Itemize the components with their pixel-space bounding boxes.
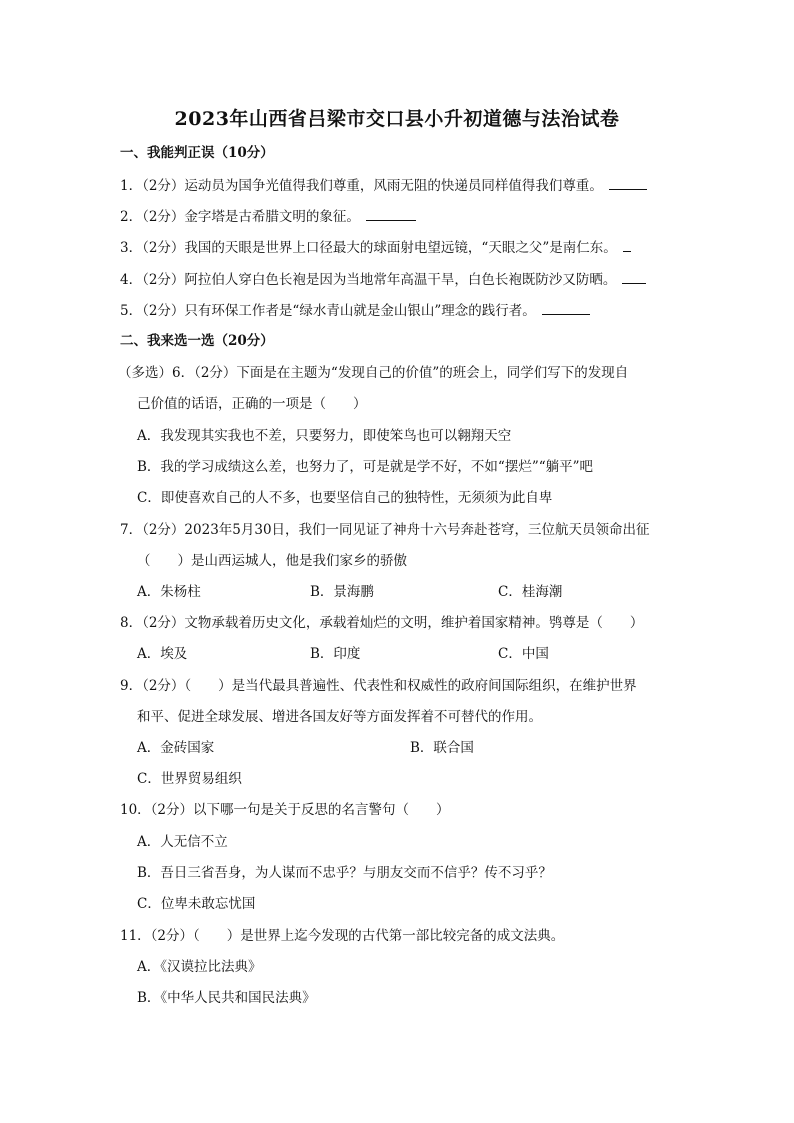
question-1-text: 1．（2分）运动员为国争光值得我们尊重，风雨无阻的快递员同样值得我们尊重。 <box>120 178 603 194</box>
answer-blank[interactable] <box>542 300 590 315</box>
section-heading-true-false: 一、我能判正误（10分） <box>120 145 274 161</box>
answer-blank[interactable] <box>623 237 631 252</box>
question-2 <box>120 206 416 227</box>
question-4 <box>120 269 646 290</box>
question-11-option-a[interactable]: A．《汉谟拉比法典》 <box>137 959 262 975</box>
question-11-option-b[interactable]: B．《中华人民共和国民法典》 <box>137 990 316 1006</box>
question-6-option-b[interactable]: B．我的学习成绩这么差，也努力了，可是就是学不好，不如“摆烂”“躺平”吧 <box>137 459 594 475</box>
question-5-text: 5．（2分）只有环保工作者是“绿水青山就是金山银山”理念的践行者。 <box>120 303 536 319</box>
question-9-option-c[interactable]: C．世界贸易组织 <box>137 771 242 787</box>
question-4-text: 4．（2分）阿拉伯人穿白色长袍是因为当地常年高温干旱，白色长袍既防沙又防晒。 <box>120 272 617 288</box>
question-6-line-1: （多选）6．（2分）下面是在主题为“发现自己的价值”的班会上，同学们写下的发现自 <box>118 365 629 381</box>
question-9-line-2: 和平、促进全球发展、增进各国友好等方面发挥着不可替代的作用。 <box>137 709 542 725</box>
question-9-option-b[interactable]: B．联合国 <box>410 740 474 756</box>
question-10-line-1: 10．（2分）以下哪一句是关于反思的名言警句（ ） <box>120 802 450 818</box>
question-7-option-b[interactable]: B．景海鹏 <box>310 584 374 600</box>
question-3 <box>120 237 631 258</box>
question-8-line-1: 8．（2分）文物承载着历史文化，承载着灿烂的文明，维护着国家精神。鸮尊是（ ） <box>120 615 644 631</box>
question-10-option-c[interactable]: C．位卑未敢忘忧国 <box>137 896 256 912</box>
question-7-option-a[interactable]: A．朱杨柱 <box>137 584 201 600</box>
question-5 <box>120 300 590 321</box>
question-3-text: 3．（2分）我国的天眼是世界上口径最大的球面射电望远镜，“天眼之父”是南仁东。 <box>120 240 617 256</box>
question-8-option-c[interactable]: C．中国 <box>498 646 549 662</box>
question-8-option-a[interactable]: A．埃及 <box>137 646 188 662</box>
question-7-line-1: 7．（2分）2023年5月30日，我们一同见证了神舟十六号奔赴苍穹，三位航天员领命出征 <box>120 522 650 538</box>
question-6-option-c[interactable]: C．即使喜欢自己的人不多，也要坚信自己的独特性，无须须为此自卑 <box>137 490 553 506</box>
answer-blank[interactable] <box>609 175 647 190</box>
question-7-line-2: （ ）是山西运城人，他是我们家乡的骄傲 <box>137 553 407 569</box>
question-6-line-2: 己价值的话语，正确的一项是（ ） <box>137 396 367 412</box>
answer-blank[interactable] <box>366 206 416 221</box>
question-1 <box>120 175 647 196</box>
question-8-option-b[interactable]: B．印度 <box>310 646 361 662</box>
answer-blank[interactable] <box>622 269 646 284</box>
question-9-line-1: 9．（2分）（ ）是当代最具普遍性、代表性和权威性的政府间国际组织，在维护世界 <box>120 678 637 694</box>
question-7-option-c[interactable]: C．桂海潮 <box>498 584 563 600</box>
question-11-line-1: 11．（2分）（ ）是世界上迄今发现的古代第一部比较完备的成文法典。 <box>120 928 565 944</box>
question-10-option-a[interactable]: A．人无信不立 <box>137 834 228 850</box>
question-6-option-a[interactable]: A．我发现其实我也不差，只要努力，即使笨鸟也可以翱翔天空 <box>137 428 512 444</box>
question-2-text: 2．（2分）金字塔是古希腊文明的象征。 <box>120 209 360 225</box>
page-title: 2023年山西省吕梁市交口县小升初道德与法治试卷 <box>174 108 620 130</box>
question-9-option-a[interactable]: A．金砖国家 <box>137 740 215 756</box>
question-10-option-b[interactable]: B．吾日三省吾身，为人谋而不忠乎？与朋友交而不信乎？传不习乎？ <box>137 865 552 881</box>
section-heading-multiple-choice: 二、我来选一选（20分） <box>120 333 274 349</box>
